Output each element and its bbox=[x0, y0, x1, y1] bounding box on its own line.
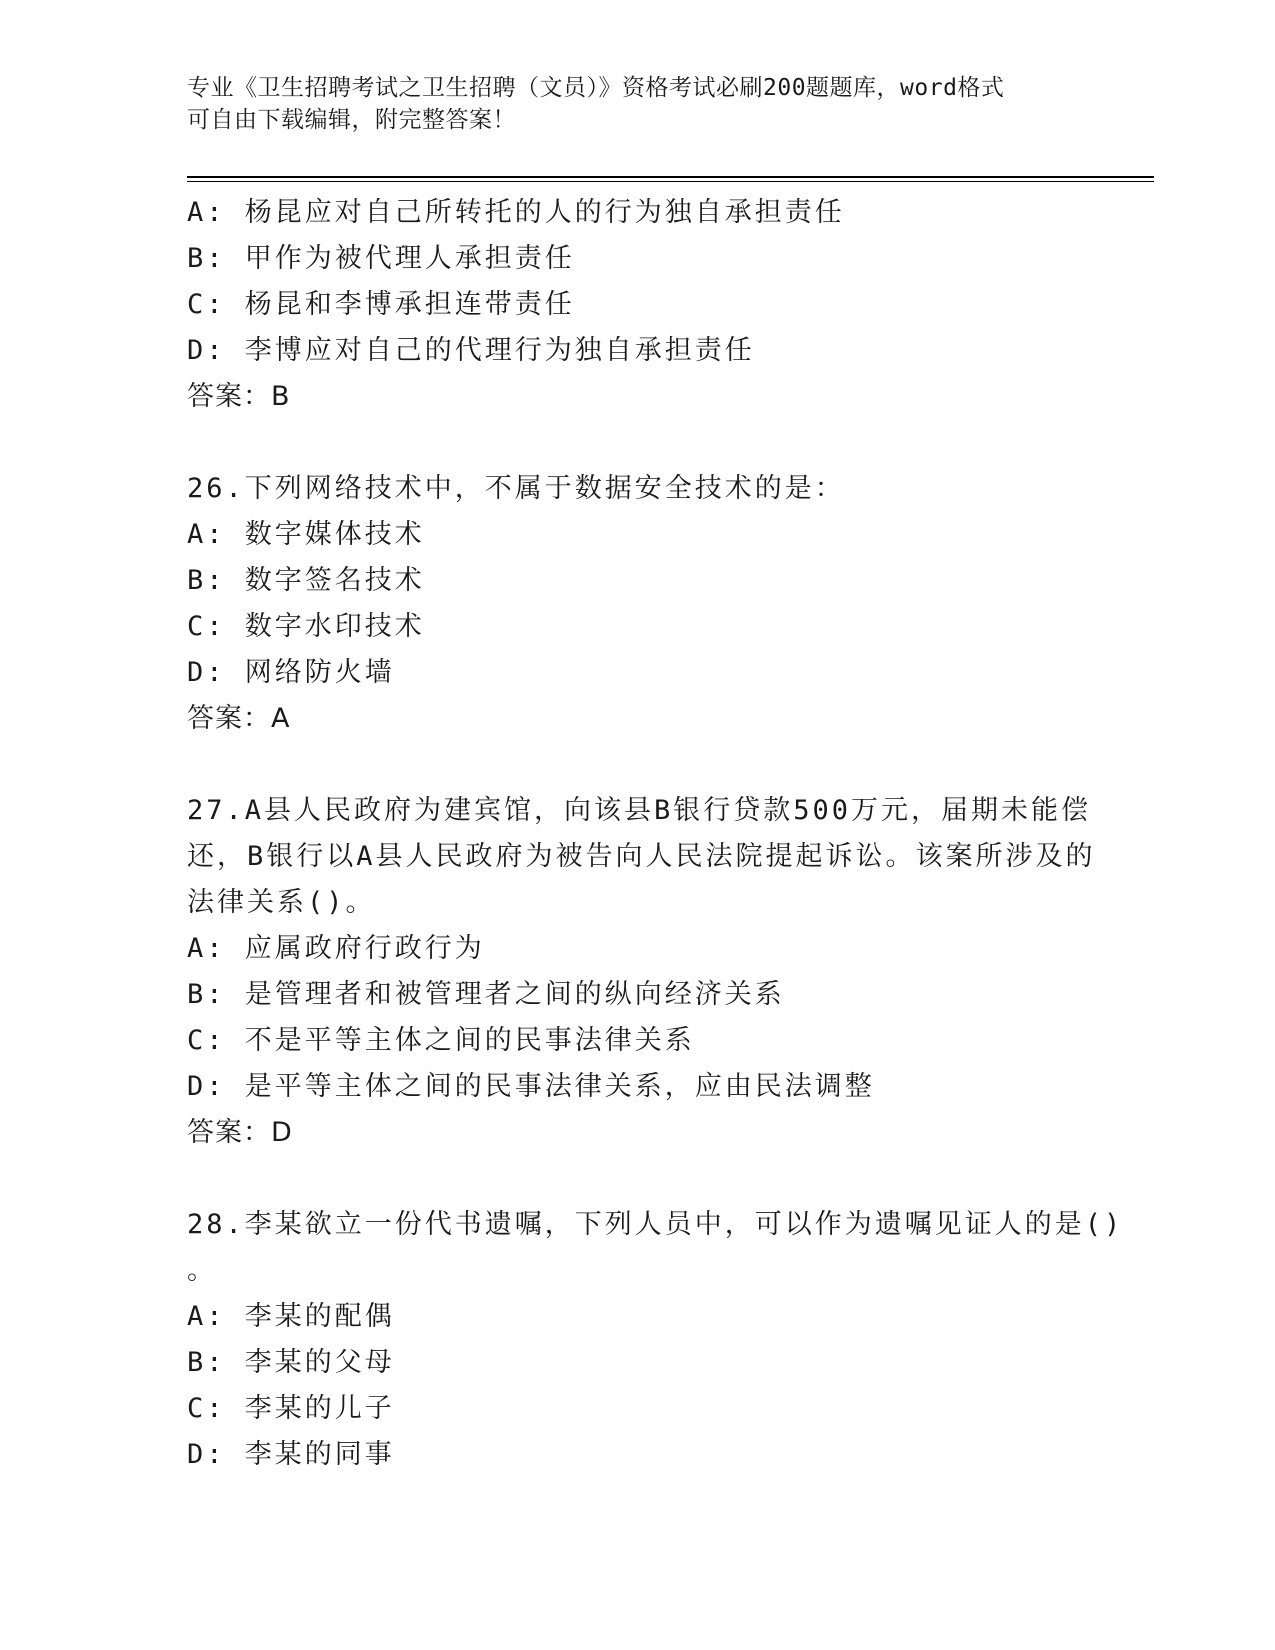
option-d: D: 是平等主体之间的民事法律关系，应由民法调整 bbox=[187, 1071, 875, 1102]
option-a: A: 李某的配偶 bbox=[187, 1301, 395, 1332]
option-c: C: 杨昆和李博承担连带责任 bbox=[187, 289, 575, 320]
answer-line: 答案：A bbox=[187, 703, 291, 734]
question-stem-line-2: 还，B银行以A县人民政府为被告向人民法院提起诉讼。该案所涉及的 bbox=[187, 841, 1096, 872]
option-a: A: 数字媒体技术 bbox=[187, 519, 425, 550]
answer-line: 答案：D bbox=[187, 1117, 293, 1148]
spacer bbox=[187, 420, 1087, 466]
option-b: B: 李某的父母 bbox=[187, 1347, 395, 1378]
question-26 bbox=[187, 466, 1087, 742]
option-c: C: 李某的儿子 bbox=[187, 1393, 395, 1424]
question-stem-line-2: 。 bbox=[187, 1255, 217, 1286]
question-28 bbox=[187, 1202, 1124, 1478]
header-line-2: 可自由下载编辑，附完整答案！ bbox=[187, 107, 516, 133]
question-stem-line-1: 27.A县人民政府为建宾馆，向该县B银行贷款500万元，届期未能偿 bbox=[187, 795, 1092, 826]
answer-line: 答案：B bbox=[187, 381, 291, 412]
spacer bbox=[187, 1156, 1087, 1202]
question-stem-line-3: 法律关系()。 bbox=[187, 887, 376, 918]
question-25 bbox=[187, 190, 1087, 420]
option-b: B: 是管理者和被管理者之间的纵向经济关系 bbox=[187, 979, 785, 1010]
option-b: B: 数字签名技术 bbox=[187, 565, 425, 596]
option-c: C: 不是平等主体之间的民事法律关系 bbox=[187, 1025, 695, 1056]
option-a: A: 杨昆应对自己所转托的人的行为独自承担责任 bbox=[187, 197, 845, 228]
option-b: B: 甲作为被代理人承担责任 bbox=[187, 243, 575, 274]
question-27 bbox=[187, 788, 1096, 1156]
question-list bbox=[187, 190, 1124, 1478]
document-header bbox=[187, 72, 1087, 136]
spacer bbox=[187, 742, 1087, 788]
option-d: D: 李博应对自己的代理行为独自承担责任 bbox=[187, 335, 755, 366]
header-line-1: 专业《卫生招聘考试之卫生招聘（文员）》资格考试必刷200题题库，word格式 bbox=[187, 75, 1005, 101]
option-a: A: 应属政府行政行为 bbox=[187, 933, 485, 964]
option-d: D: 李某的同事 bbox=[187, 1439, 395, 1470]
question-stem-line-1: 28.李某欲立一份代书遗嘱，下列人员中，可以作为遗嘱见证人的是() bbox=[187, 1209, 1124, 1240]
option-c: C: 数字水印技术 bbox=[187, 611, 425, 642]
option-d: D: 网络防火墙 bbox=[187, 657, 395, 688]
header-divider-thin bbox=[187, 181, 1154, 182]
header-divider-thick bbox=[187, 176, 1154, 178]
question-stem: 26.下列网络技术中，不属于数据安全技术的是： bbox=[187, 473, 845, 504]
